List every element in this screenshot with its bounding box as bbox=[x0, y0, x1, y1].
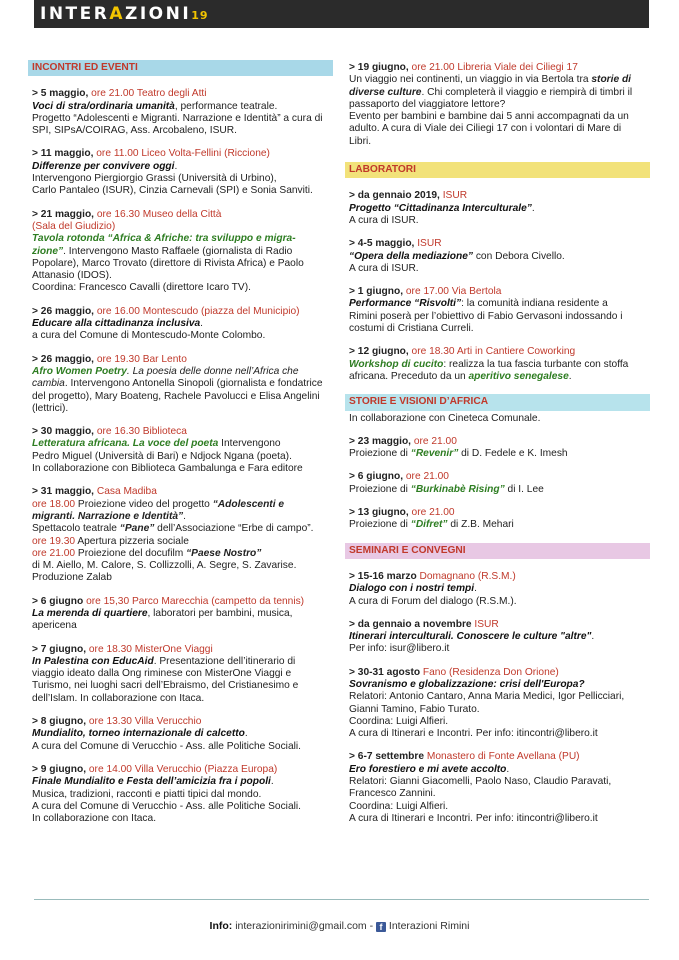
event-item: > 13 giugno, ore 21.00 Proiezione di “Difret” di Z.B. Mehari bbox=[349, 507, 514, 531]
event-item: > 12 giugno, ore 18.30 Arti in Cantiere Coworking Workshop di cucito: realizza la tua fascia turbante con stoffa africana. Preceduto da un aperitivo senegalese. bbox=[349, 346, 629, 382]
magazine-title: INTERAZIONI19 bbox=[40, 4, 209, 24]
event-item: > 19 giugno, ore 21.00 Libreria Viale dei Ciliegi 17 Un viaggio nei continenti, un viaggio in via Bertola tra storie di diverse culture. Chi completerà il viaggio e riempirà di timbri il passaporto del viaggiatore lettore? Evento per bambini e bambine dai 5 anni accompagnati da un adulto. A cura di Viale dei Ciliegi 17 con i volontari di Mare di Libri. bbox=[349, 62, 633, 147]
event-item: > 9 giugno, ore 14.00 Villa Verucchio (Piazza Europa) Finale Mundialito e Festa dell’amicizia fra i popoli. Musica, tradizioni, racconti e piatti tipici dal mondo. A cura del Comune di Verucchio - Ass. alle Politiche Sociali. In collaborazione con Itaca. bbox=[32, 763, 301, 825]
facebook-icon: f bbox=[376, 922, 386, 932]
right-column bbox=[345, 62, 650, 836]
footer-info bbox=[0, 920, 679, 932]
event-item: > 1 giugno, ore 17.00 Via Bertola Performance “Risvolti”: la comunità indiana residente a Rimini poserà per l’obiettivo di Fabio Gervasoni indossando i costumi di Cristiana Curreli. bbox=[349, 286, 623, 335]
section-header-storie: STORIE E VISIONI D’AFRICA bbox=[345, 394, 650, 410]
event-item: > 7 giugno, ore 18.30 MisterOne Viaggi In Palestina con EducAid. Presentazione dell’itinerario di viaggio ideato dalla Ong riminese con MisterOne Viaggi e Turismo, nei luoghi sacri dell’Ebraismo, del Cristianesimo e dell’Islam. In collaborazione con Itaca. bbox=[32, 643, 299, 704]
event-item: > da gennaio 2019, ISUR Progetto “Cittadinanza Interculturale”. A cura di ISUR. bbox=[349, 190, 535, 226]
section-header-incontri: INCONTRI ED EVENTI bbox=[28, 60, 333, 76]
event-item: > 15-16 marzo Domagnano (R.S.M.) Dialogo con i nostri tempi. A cura di Forum del dialogo (R.S.M.). bbox=[349, 570, 517, 607]
event-item: > 21 maggio, ore 16.30 Museo della Città (Sala del Giudizio) Tavola rotonda “Africa & Afriche: tra sviluppo e migra- zione”. Intervengono Masto Raffaele (giornalista di Radio Popolare), Marco Trovato (direttore di Rivista Africa) e Paolo Attanasio (IDOS). Coordina: Francesco Cavalli (direttore Icaro TV). bbox=[32, 208, 304, 294]
footer-email[interactable]: interazionirimini@gmail.com - bbox=[232, 920, 376, 932]
storie-intro: In collaborazione con Cineteca Comunale. bbox=[349, 412, 541, 424]
event-item: > 31 maggio, Casa Madiba ore 18.00 Proiezione video del progetto “Adolescenti e migranti. Narrazione e Identità”. Spettacolo teatrale “Pane” dell’Associazione “Erbe di campo”. ore 19.30 Apertura pizzeria sociale ore 21.00 Proiezione del docufilm “Paese Nostro” di M. Aiello, M. Calore, S. Collizzolli, A. Segre, S. Zavarise. Produzione Zalab bbox=[32, 486, 314, 584]
left-column bbox=[28, 60, 333, 836]
event-item: > 4-5 maggio, ISUR “Opera della mediazione” con Debora Civello. A cura di ISUR. bbox=[349, 238, 565, 274]
event-item: > da gennaio a novembre ISUR Itinerari interculturali. Conoscere le culture "altre". Per info: isur@libero.it bbox=[349, 618, 595, 655]
section-header-seminari: SEMINARI E CONVEGNI bbox=[345, 543, 650, 559]
footer-divider bbox=[34, 899, 649, 900]
event-item: > 30-31 agosto Fano (Residenza Don Orione) Sovranismo e globalizzazione: crisi dell'Europa? Relatori: Antonio Cantaro, Anna Maria Medici, Igor Pellicciari, Gianni Tamino, Fabio Turato. Coordina: Luigi Alfieri. A cura di Itinerari e Incontri. Per info: itincontri@libero.it bbox=[349, 666, 625, 740]
footer-facebook-page[interactable]: Interazioni Rimini bbox=[386, 920, 470, 932]
page-header bbox=[0, 0, 679, 32]
event-item: > 6 giugno, ore 21.00 Proiezione di “Burkinabè Rising” di I. Lee bbox=[349, 471, 544, 495]
event-item: > 8 giugno, ore 13.30 Villa Verucchio Mundialito, torneo internazionale di calcetto. A cura del Comune di Verucchio - Ass. alle Politiche Sociali. bbox=[32, 716, 301, 752]
event-item: > 26 maggio, ore 16.00 Montescudo (piazza del Municipio) Educare alla cittadinanza inclusiva. a cura del Comune di Montescudo-Monte Colombo. bbox=[32, 305, 300, 342]
event-item: > 6-7 settembre Monastero di Fonte Avellana (PU) Ero forestiero e mi avete accolto. Relatori: Gianni Giacomelli, Paolo Naso, Claudio Paravati, Francesco Zannini. Coordina: Luigi Alfieri. A cura di Itinerari e Incontri. Per info: itincontri@libero.it bbox=[349, 751, 612, 824]
event-item: > 6 giugno ore 15,30 Parco Marecchia (campetto da tennis) La merenda di quartiere, laboratori per bambini, musica, apericena bbox=[32, 595, 305, 632]
event-item: > 11 maggio, ore 11.00 Liceo Volta-Fellini (Riccione) Differenze per convivere oggi. Intervengono Piergiorgio Grassi (Università di Urbino), Carlo Pantaleo (ISUR), Cinzia Carnevali (SPI) e Sonia Sanviti. bbox=[32, 148, 313, 197]
footer-label: Info: bbox=[209, 920, 233, 932]
section-header-laboratori: LABORATORI bbox=[345, 162, 650, 178]
event-item: > 26 maggio, ore 19.30 Bar Lento Afro Women Poetry. La poesia delle donne nell’Africa che cambia. Intervengono Antonella Sinopoli (giornalista e fondatrice del progetto), Mary Boateng, Rachele Pavolucci e Elisa Angelini (lettrici). bbox=[32, 353, 323, 414]
event-item: > 23 maggio, ore 21.00 Proiezione di “Revenir” di D. Fedele e K. Imesh bbox=[349, 435, 568, 460]
event-item: > 5 maggio, ore 21.00 Teatro degli Atti Voci di stra/ordinaria umanità, performance teatrale. Progetto “Adolescenti e Migranti. Narrazione e Identità” a cura di SPI, SIPsA/COIRAG, Ass. Arcobaleno, ISUR. bbox=[32, 88, 323, 137]
event-item: > 30 maggio, ore 16.30 Biblioteca Letteratura africana. La voce del poeta Intervengono Pedro Miguel (Università di Bari) e Ndjock Ngana (poeta). In collaborazione con Biblioteca Gambalunga e Fara editore bbox=[32, 426, 303, 475]
